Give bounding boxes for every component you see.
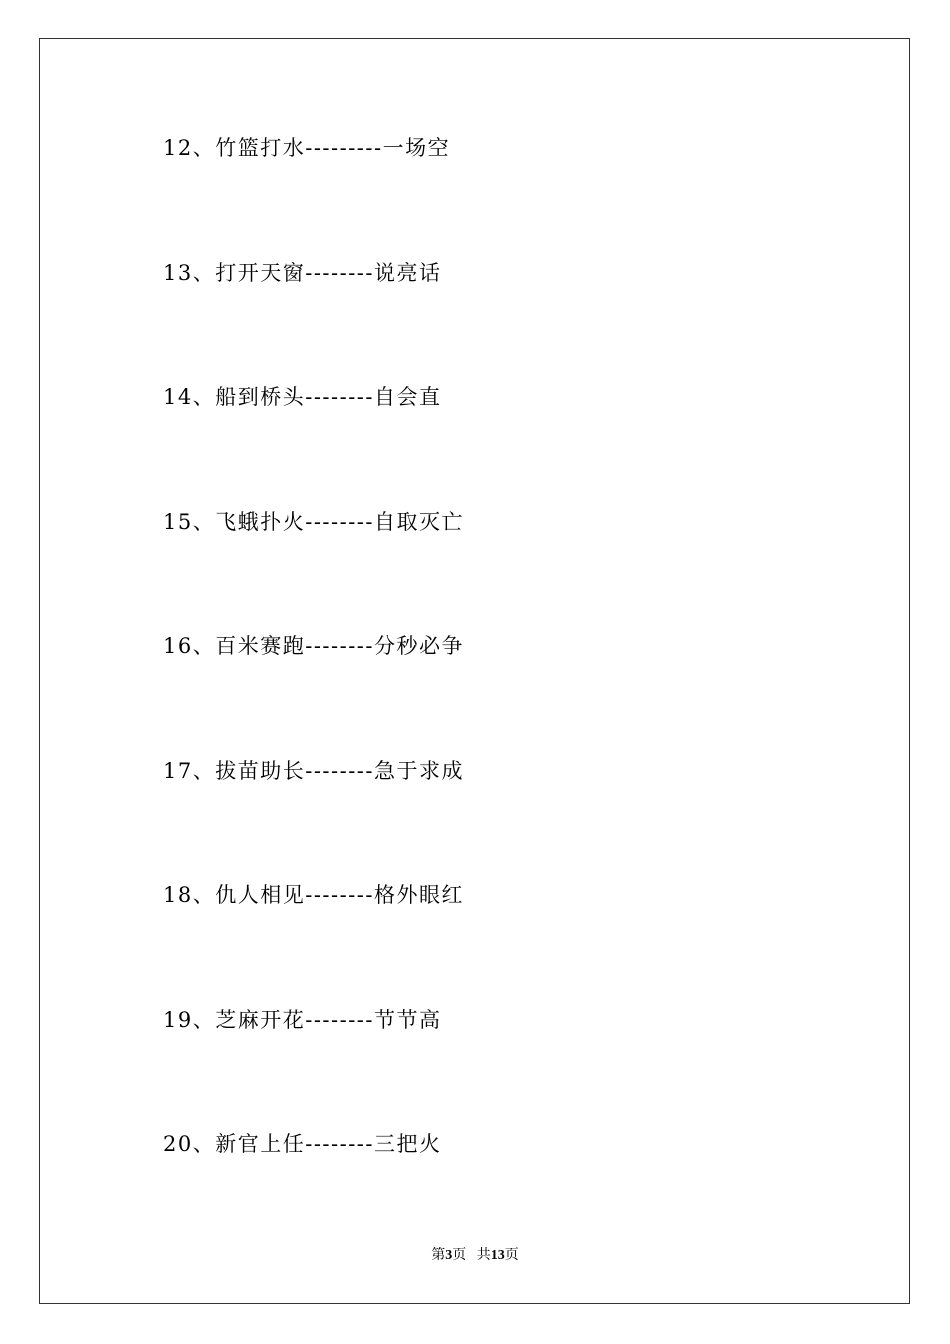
page-total-number: 13	[490, 1248, 505, 1263]
list-item: 18、仇人相见--------格外眼红	[163, 883, 464, 907]
list-item: 14、船到桥头--------自会直	[163, 385, 442, 409]
total-prefix: 共	[476, 1248, 491, 1263]
list-item: 13、打开天窗--------说亮话	[163, 261, 442, 285]
page-footer	[0, 1249, 950, 1263]
list-item: 12、竹篮打水---------一场空	[163, 136, 451, 160]
page-prefix: 第	[431, 1248, 446, 1263]
page-border	[39, 38, 910, 1304]
list-item: 16、百米赛跑--------分秒必争	[163, 634, 464, 658]
page-suffix: 页	[452, 1248, 467, 1263]
list-item: 20、新官上任--------三把火	[163, 1132, 442, 1156]
total-suffix: 页	[504, 1248, 519, 1263]
list-item: 15、飞蛾扑火--------自取灭亡	[163, 510, 464, 534]
list-item: 17、拔苗助长--------急于求成	[163, 759, 464, 783]
page-current-number: 3	[445, 1248, 453, 1263]
list-item: 19、芝麻开花--------节节高	[163, 1008, 442, 1032]
